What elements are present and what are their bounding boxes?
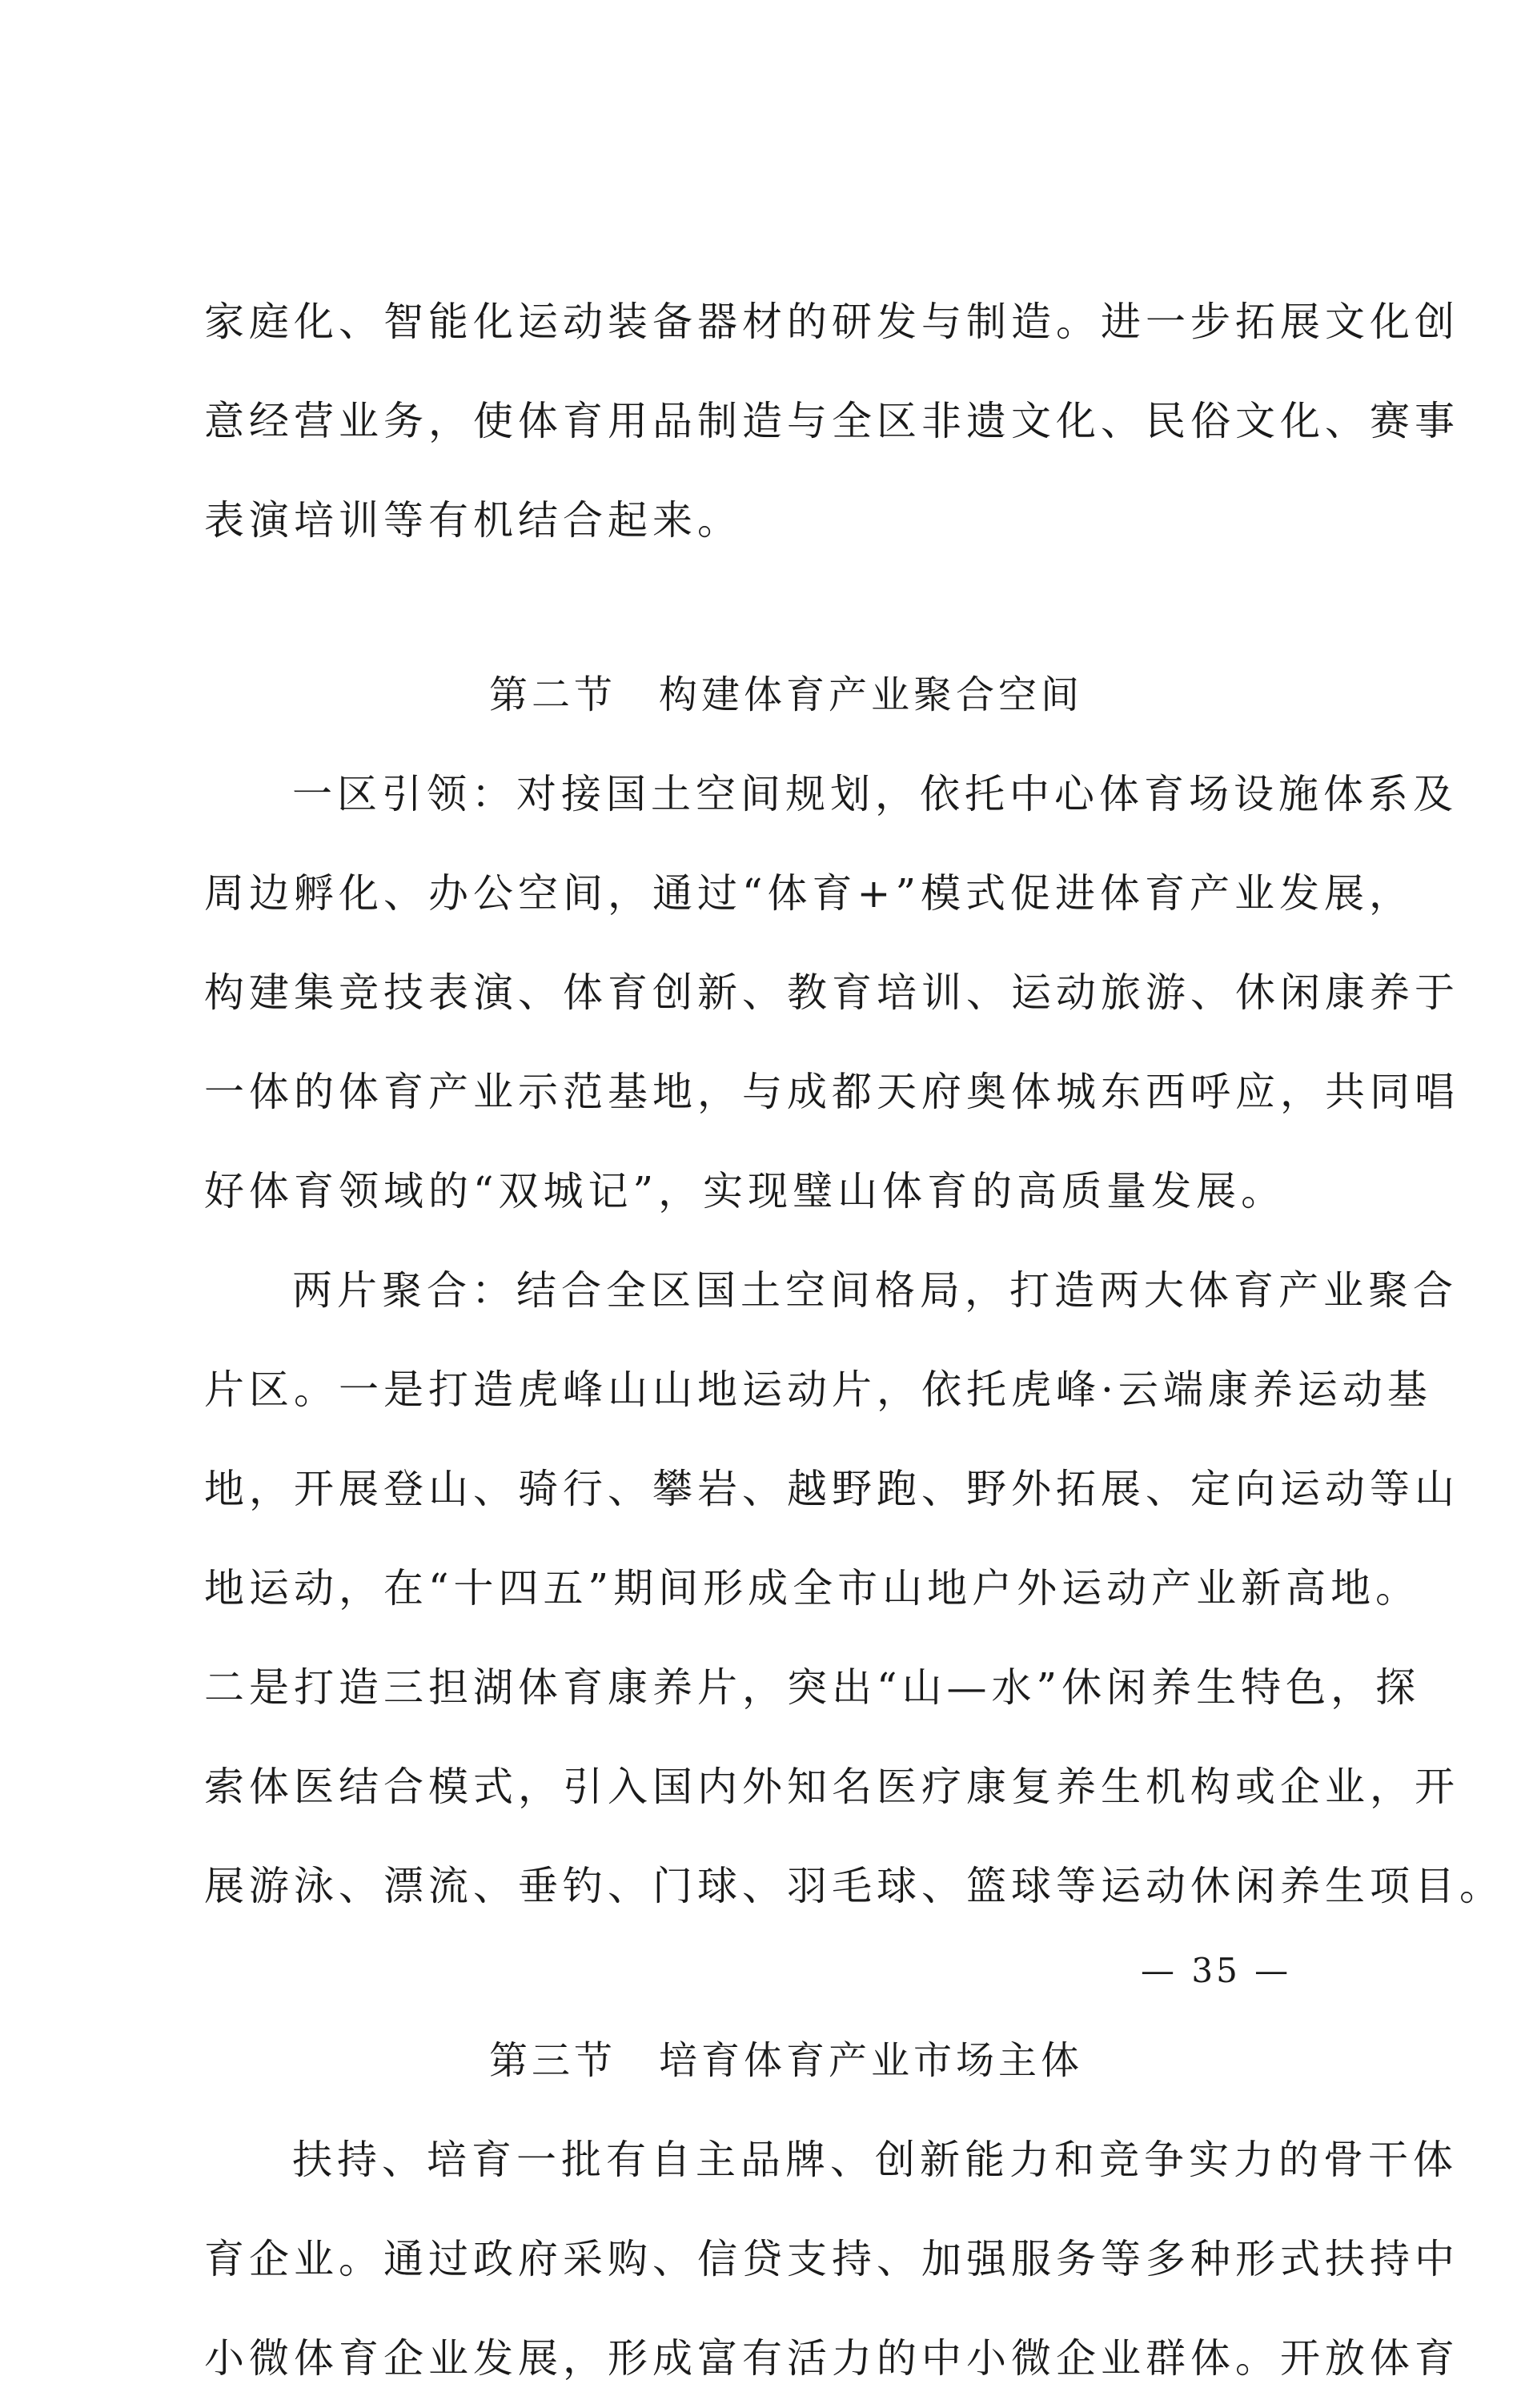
text-line: 表演培训等有机结合起来。 [204,497,742,544]
section-2-paragraph-1 [204,744,1459,1241]
text-line: 一区引领：对接国土空间规划，依托中心体育场设施体系及 [292,771,1458,817]
text-line: 片区。一是打造虎峰山山地运动片，依托虎峰·云端康养运动基 [204,1367,1432,1413]
text-line: 构建集竞技表演、体育创新、教育培训、运动旅游、休闲康养于 [204,969,1459,1016]
section-spacer [204,570,1341,645]
page-content [204,272,1504,2408]
section-2-heading: 第二节 构建体育产业聚合空间 [489,672,1084,717]
intro-paragraph [204,272,1459,570]
text-line: 地，开展登山、骑行、攀岩、越野跑、野外拓展、定向运动等山 [204,1466,1459,1512]
page-number: — 35 — [1141,1951,1292,1990]
section-3-paragraph-1 [204,2110,1459,2408]
text-line: 一体的体育产业示范基地，与成都天府奥体城东西呼应，共同唱 [204,1069,1459,1115]
text-line: 索体医结合模式，引入国内外知名医疗康复养生机构或企业，开 [204,1764,1459,1810]
text-line: 育企业。通过政府采购、信贷支持、加强服务等多种形式扶持中 [204,2236,1459,2282]
text-line: 二是打造三担湖体育康养片，突出“山—水”休闲养生特色，探 [204,1664,1421,1711]
text-line: 两片聚合：结合全区国土空间格局，打造两大体育产业聚合 [292,1267,1458,1314]
text-line: 扶持、培育一批有自主品牌、创新能力和竞争实力的骨干体 [292,2137,1458,2183]
text-line: 家庭化、智能化运动装备器材的研发与制造。进一步拓展文化创 [204,299,1459,345]
text-line: 展游泳、漂流、垂钓、门球、羽毛球、篮球等运动休闲养生项目。 [204,1863,1504,1909]
section-3-heading: 第三节 培育体育产业市场主体 [489,2038,1084,2083]
text-line: 好体育领域的“双城记”，实现璧山体育的高质量发展。 [204,1168,1286,1214]
text-line: 周边孵化、办公空间，通过“体育+”模式促进体育产业发展， [204,870,1415,917]
section-2-paragraph-2 [204,1241,1504,1936]
text-line: 意经营业务，使体育用品制造与全区非遗文化、民俗文化、赛事 [204,398,1459,444]
text-line: 地运动，在“十四五”期间形成全市山地户外运动产业新高地。 [204,1565,1421,1611]
text-line: 小微体育企业发展，形成富有活力的中小微企业群体。开放体育 [204,2335,1459,2382]
